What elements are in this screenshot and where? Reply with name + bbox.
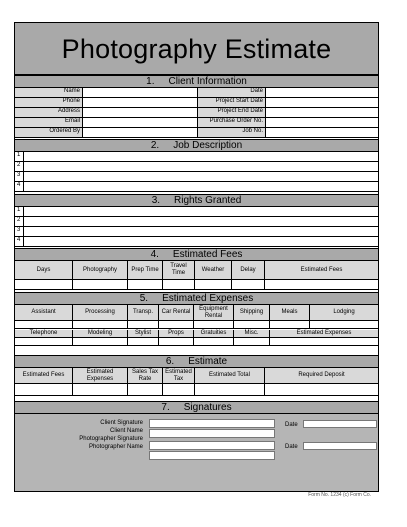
client-row [15, 118, 378, 128]
line-number: 4 [15, 182, 24, 191]
fees-value-row [15, 280, 378, 290]
expenses-2-value-field[interactable] [194, 338, 234, 345]
expenses-2-header: Misc. [234, 330, 270, 337]
expenses-header: Processing [73, 305, 128, 320]
expenses-value-field[interactable] [310, 321, 378, 328]
photographer-date-field[interactable] [303, 442, 377, 450]
client-row [15, 108, 378, 118]
client-row [15, 98, 378, 108]
form-footer: Form No. 1234 (c) Form Co. [308, 492, 371, 498]
expenses-2-value-field[interactable] [234, 338, 270, 345]
estimate-value-field[interactable] [73, 384, 128, 395]
section-header-client [15, 75, 378, 88]
signatures-area [15, 414, 378, 492]
fees-value-field[interactable] [128, 280, 163, 289]
project-field-input[interactable] [266, 88, 378, 97]
expenses-header: Car Rental [159, 305, 194, 320]
photographer-signature-label: Photographer Signature [79, 436, 143, 442]
fees-header: Estimated Fees [265, 261, 378, 279]
client-field-label: Address [15, 108, 83, 117]
section-header-fees [15, 248, 378, 261]
expenses-2-header: Stylist [128, 330, 159, 337]
section-header-rights [15, 194, 378, 207]
expenses-2-value-field[interactable] [159, 338, 194, 345]
job-line[interactable] [15, 152, 378, 162]
fees-value-field[interactable] [232, 280, 265, 289]
expenses-header: Transp. [128, 305, 159, 320]
section-number: 1. [146, 76, 155, 87]
rights-line[interactable] [15, 207, 378, 217]
fees-header: Prep Time [128, 261, 163, 279]
estimate-form [14, 22, 379, 492]
project-field-label: Purchase Order No. [198, 118, 266, 127]
fees-value-field[interactable] [195, 280, 232, 289]
section-header-job [15, 139, 378, 152]
estimate-header: Required Deposit [265, 368, 378, 383]
client-date-field[interactable] [303, 420, 377, 428]
fees-value-field[interactable] [163, 280, 195, 289]
fees-header: Delay [232, 261, 265, 279]
line-number: 3 [15, 172, 24, 181]
section-title: Signatures [183, 402, 232, 413]
photographer-signature-field[interactable] [149, 441, 275, 450]
expenses-value-row [15, 321, 378, 329]
expenses-2-header: Gratuities [194, 330, 234, 337]
project-field-label: Project Start Date [198, 98, 266, 107]
expenses-2-header-row [15, 330, 378, 338]
client-signature-label: Client Signature [100, 420, 143, 426]
estimate-header: Estimated Tax [163, 368, 195, 383]
section-title: Rights Granted [174, 195, 242, 206]
estimate-header: Estimated Fees [15, 368, 73, 383]
estimated-fees-table [15, 261, 378, 291]
expenses-header: Shipping [234, 305, 270, 320]
estimate-value-field[interactable] [163, 384, 195, 395]
section-header-signatures [15, 401, 378, 414]
client-info-grid [15, 88, 378, 138]
fees-header-row [15, 261, 378, 280]
expenses-2-value-row [15, 338, 378, 346]
client-field-input[interactable] [83, 88, 198, 97]
estimate-header: Estimated Expenses [73, 368, 128, 383]
expenses-2-header: Modeling [73, 330, 128, 337]
expenses-2-header: Estimated Expenses [270, 330, 378, 337]
section-title: Estimated Fees [172, 249, 243, 260]
rights-line[interactable] [15, 237, 378, 247]
estimate-value-field[interactable] [15, 384, 73, 395]
line-number: 2 [15, 217, 24, 226]
photographer-date-label: Date [285, 444, 298, 450]
page-title: Photography Estimate [15, 23, 378, 75]
section-number: 2. [150, 140, 160, 151]
client-name-label: Client Name [109, 428, 143, 434]
client-field-label: Email [15, 118, 83, 127]
fees-header: Travel Time [163, 261, 195, 279]
client-field-input[interactable] [83, 128, 198, 137]
project-field-input[interactable] [266, 128, 378, 137]
expenses-2-value-field[interactable] [270, 338, 378, 345]
fees-header: Days [15, 261, 73, 279]
expenses-2-header: Telephone [15, 330, 73, 337]
client-name-field[interactable] [149, 429, 275, 438]
job-line[interactable] [15, 162, 378, 172]
expenses-header: Meals [270, 305, 310, 320]
section-number: 3. [151, 195, 161, 206]
section-number: 4. [150, 249, 159, 260]
estimated-expenses-table [15, 305, 378, 355]
client-field-label: Phone [15, 98, 83, 107]
expenses-value-field[interactable] [159, 321, 194, 328]
line-number: 3 [15, 227, 24, 236]
expenses-2-value-field[interactable] [128, 338, 159, 345]
section-title: Job Description [173, 140, 243, 151]
project-field-input[interactable] [266, 108, 378, 117]
estimate-value-field[interactable] [265, 384, 378, 395]
job-line[interactable] [15, 172, 378, 182]
fees-value-field[interactable] [15, 280, 73, 289]
client-row [15, 88, 378, 98]
client-field-input[interactable] [83, 108, 198, 117]
project-field-label: Date [198, 88, 266, 97]
project-field-input[interactable] [266, 98, 378, 107]
line-number: 1 [15, 152, 24, 161]
rights-granted-lines [15, 207, 378, 247]
expenses-value-field[interactable] [194, 321, 234, 328]
expenses-2-value-field[interactable] [15, 338, 73, 345]
fees-value-field[interactable] [73, 280, 128, 289]
section-header-estimate [15, 355, 378, 368]
section-header-expenses [15, 292, 378, 305]
expenses-value-field[interactable] [73, 321, 128, 328]
expenses-header: Equipment Rental [194, 305, 234, 320]
section-number: 5. [139, 293, 149, 304]
expenses-value-field[interactable] [128, 321, 159, 328]
expenses-header-row [15, 305, 378, 321]
fees-header: Weather [195, 261, 232, 279]
line-number: 1 [15, 207, 24, 216]
client-field-input[interactable] [83, 98, 198, 107]
expenses-2-value-field[interactable] [73, 338, 128, 345]
section-number: 7. [161, 402, 170, 413]
expenses-value-field[interactable] [15, 321, 73, 328]
section-title: Client Information [168, 76, 247, 87]
section-title: Estimated Expenses [162, 293, 254, 304]
expenses-header: Lodging [310, 305, 378, 320]
rights-line[interactable] [15, 217, 378, 227]
client-field-input[interactable] [83, 118, 198, 127]
expenses-value-field[interactable] [234, 321, 270, 328]
client-row [15, 128, 378, 138]
estimate-value-row [15, 384, 378, 396]
line-number: 2 [15, 162, 24, 171]
estimate-table [15, 368, 378, 398]
expenses-value-field[interactable] [270, 321, 310, 328]
estimate-header: Estimated Total [195, 368, 265, 383]
client-field-label: Ordered By [15, 128, 83, 137]
client-field-label: Name [15, 88, 83, 97]
client-date-label: Date [285, 422, 298, 428]
project-field-label: Job No. [198, 128, 266, 137]
project-field-label: Project End Date [198, 108, 266, 117]
estimate-header: Sales Tax Rate [128, 368, 163, 383]
project-field-input[interactable] [266, 118, 378, 127]
expenses-header: Assistant [15, 305, 73, 320]
photographer-name-label: Photographer Name [88, 444, 143, 450]
rights-line[interactable] [15, 227, 378, 237]
job-description-lines [15, 152, 378, 192]
estimate-header-row [15, 368, 378, 384]
estimate-value-field[interactable] [128, 384, 163, 395]
fees-header: Photography [73, 261, 128, 279]
expenses-2-header: Props [159, 330, 194, 337]
line-number: 4 [15, 237, 24, 246]
section-number: 6. [165, 356, 175, 367]
job-line[interactable] [15, 182, 378, 192]
photographer-name-field[interactable] [149, 451, 275, 460]
section-title: Estimate [188, 356, 228, 367]
estimate-value-field[interactable] [195, 384, 265, 395]
fees-value-field[interactable] [265, 280, 378, 289]
client-signature-field[interactable] [149, 419, 275, 428]
